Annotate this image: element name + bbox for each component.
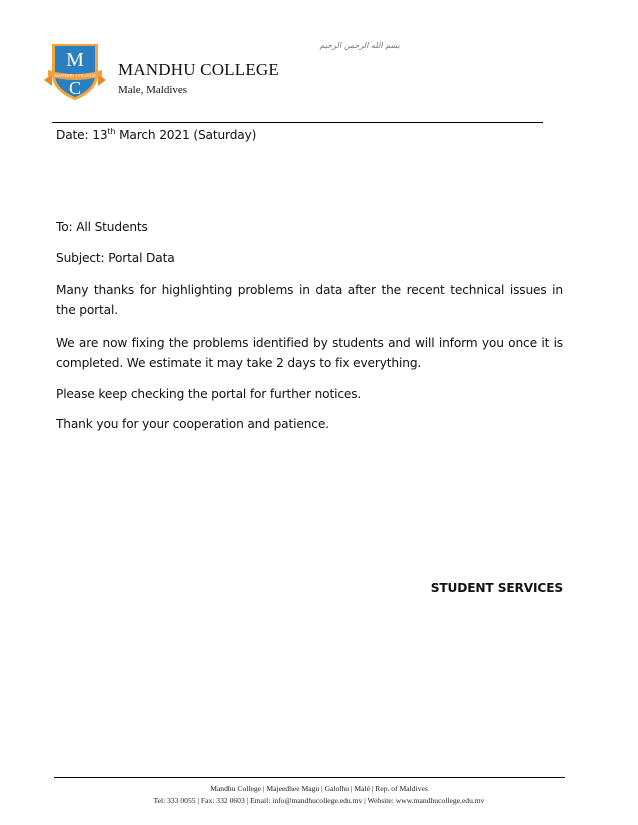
svg-text:MANDHU COLLEGE: MANDHU COLLEGE <box>54 73 96 78</box>
college-logo <box>44 40 106 102</box>
footer-contact: Tel: 333 0055 | Fax: 332 0603 | Email: info@mandhucollege.edu.mv | Website: www.mandhucollege.edu.mv <box>153 796 485 805</box>
letter-paragraph: Many thanks for highlighting problems in data after the recent technical issues in the portal. <box>56 283 563 317</box>
letter-paragraph: We are now fixing the problems identified by students and will inform you once it is completed. We estimate it may take 2 days to fix everything. <box>56 336 563 370</box>
letter-subject: Subject: Portal Data <box>56 251 175 265</box>
letter-date <box>56 127 256 142</box>
footer-address: Mandhu College | Majeedhee Magu | Galolhu | Malé | Rep. of Maldives <box>210 784 428 793</box>
letter-signature: STUDENT SERVICES <box>430 581 563 595</box>
letter-paragraph: Thank you for your cooperation and patience. <box>56 417 329 431</box>
svg-text:C: C <box>68 78 82 98</box>
date-month-year: March 2021 (Saturday) <box>115 128 257 142</box>
letter-paragraph: Please keep checking the portal for further notices. <box>56 387 362 401</box>
college-location: Male, Maldives <box>118 84 188 96</box>
date-day: Date: 13 <box>56 128 108 142</box>
college-crest-icon <box>44 40 106 102</box>
header-divider <box>52 122 543 123</box>
footer-divider <box>54 777 565 778</box>
svg-text:M: M <box>66 49 84 71</box>
date-ordinal: th <box>107 127 116 136</box>
bismillah-calligraphy: بسم الله الرحمن الرحيم <box>319 41 402 50</box>
letter-recipient: To: All Students <box>56 220 148 234</box>
college-name: MANDHU COLLEGE <box>118 60 279 79</box>
